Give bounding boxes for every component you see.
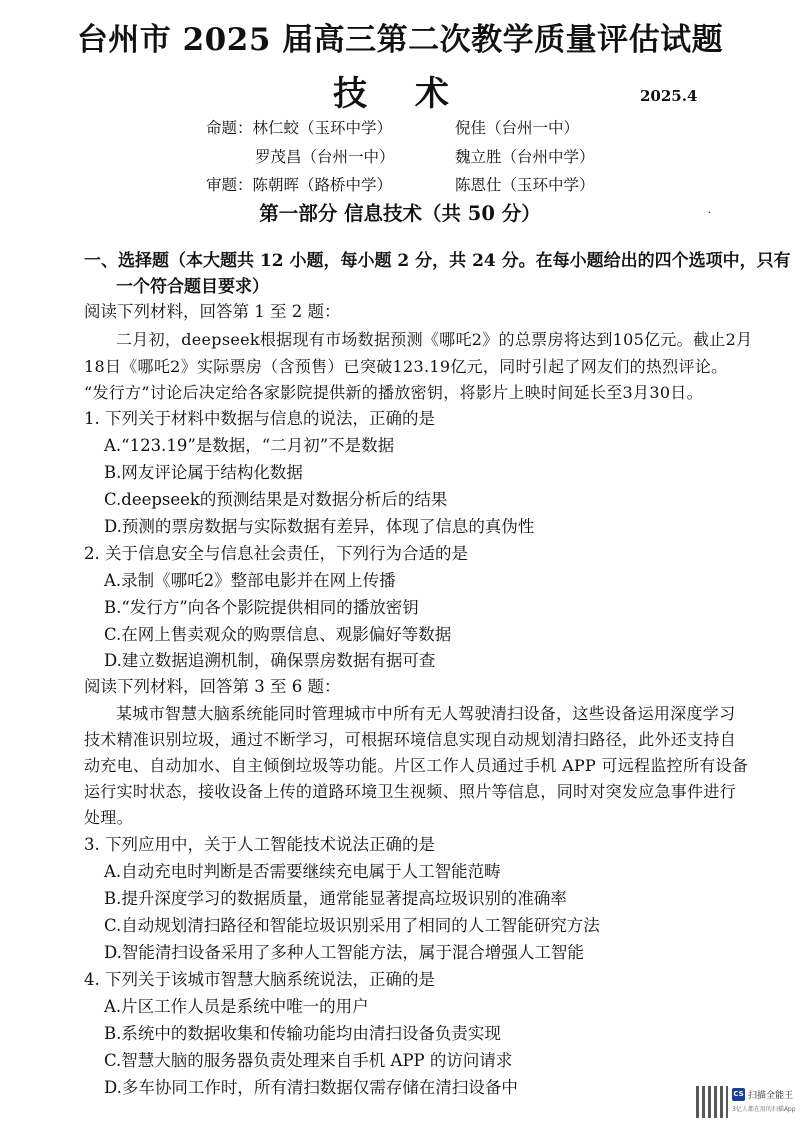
scanner-watermark bbox=[696, 1082, 796, 1122]
q2-option-b: B.“发行方”向各个影院提供相同的播放密钥 bbox=[104, 598, 419, 617]
author-row2-right: 魏立胜（台州中学） bbox=[455, 148, 595, 166]
q4-option-d: D.多车协同工作时，所有清扫数据仅需存储在清扫设备中 bbox=[104, 1078, 518, 1097]
q2-option-c: C.在网上售卖观众的购票信息、观影偏好等数据 bbox=[104, 625, 452, 644]
q1-stem: 1. 下列关于材料中数据与信息的说法，正确的是 bbox=[84, 409, 435, 428]
material2-line: 技术精准识别垃圾，通过不断学习，可根据环境信息实现自动规划清扫路径，此外还支持自 bbox=[84, 730, 737, 749]
reviewer-row-left: 审题：陈朝晖（路桥中学） bbox=[206, 176, 393, 194]
material1-line: 18日《哪吒2》实际票房（含预售）已突破123.19亿元，同时引起了网友们的热烈评论。 bbox=[84, 357, 728, 376]
author-row1-left: 命题：林仁蛟（玉环中学） bbox=[206, 119, 393, 137]
q3-option-a: A.自动充电时判断是否需要继续充电属于人工智能范畴 bbox=[104, 862, 501, 881]
q2-stem: 2. 关于信息安全与信息社会责任，下列行为合适的是 bbox=[84, 544, 468, 563]
scanner-app-name: 扫描全能王 bbox=[748, 1091, 794, 1101]
q4-option-a: A.片区工作人员是系统中唯一的用户 bbox=[104, 997, 369, 1016]
camscanner-logo-icon: CS bbox=[732, 1088, 745, 1101]
scanner-app-tagline: 3亿人都在用的扫描App bbox=[732, 1106, 796, 1113]
material2-line: 动充电、自动加水、自主倾倒垃圾等功能。片区工作人员通过手机 APP 可远程监控所有设备 bbox=[84, 756, 749, 775]
exam-date: 2025.4 bbox=[640, 87, 698, 105]
q4-option-c: C.智慧大脑的服务器负责处理来自手机 APP 的访问请求 bbox=[104, 1051, 513, 1070]
material2-line: 处理。 bbox=[84, 808, 133, 827]
subject-title: 技 术 bbox=[333, 74, 467, 114]
q1-option-a: A.“123.19”是数据，“二月初”不是数据 bbox=[104, 436, 395, 455]
q2-option-d: D.建立数据追溯机制，确保票房数据有据可查 bbox=[104, 651, 436, 670]
q3-option-c: C.自动规划清扫路径和智能垃圾识别采用了相同的人工智能研究方法 bbox=[104, 916, 600, 935]
q4-option-b: B.系统中的数据收集和传输功能均由清扫设备负责实现 bbox=[104, 1024, 501, 1043]
author-row1-right: 倪佳（台州一中） bbox=[455, 119, 580, 137]
q3-option-d: D.智能清扫设备采用了多种人工智能方法，属于混合增强人工智能 bbox=[104, 943, 584, 962]
author-row2-left: 罗茂昌（台州一中） bbox=[255, 148, 395, 166]
section-heading-line1: 一、选择题（本大题共 12 小题，每小题 2 分，共 24 分。在每小题给出的四个选项中，只有 bbox=[84, 251, 791, 271]
material1-line: 二月初，deepseek根据现有市场数据预测《哪吒2》的总票房将达到105亿元。截止2月 bbox=[116, 330, 753, 349]
q1-option-b: B.网友评论属于结构化数据 bbox=[104, 463, 303, 482]
material2-line: 运行实时状态，接收设备上传的道路环境卫生视频、照片等信息，同时对突发应急事件进行 bbox=[84, 782, 737, 801]
stray-dot: · bbox=[708, 208, 712, 219]
material2-intro: 阅读下列材料，回答第 3 至 6 题： bbox=[84, 677, 341, 696]
material1-intro: 阅读下列材料，回答第 1 至 2 题： bbox=[84, 302, 341, 321]
q3-option-b: B.提升深度学习的数据质量，通常能显著提高垃圾识别的准确率 bbox=[104, 889, 567, 908]
qr-code-icon bbox=[696, 1086, 728, 1118]
section-heading-line2: 一个符合题目要求） bbox=[116, 277, 269, 297]
q1-option-c: C.deepseek的预测结果是对数据分析后的结果 bbox=[104, 490, 448, 509]
q2-option-a: A.录制《哪吒2》整部电影并在网上传播 bbox=[104, 571, 396, 590]
material1-line: “发行方”讨论后决定给各家影院提供新的播放密钥，将影片上映时间延长至3月30日。 bbox=[84, 383, 703, 402]
part-title: 第一部分 信息技术（共 50 分） bbox=[259, 202, 541, 225]
exam-title: 台州市 2025 届高三第二次教学质量评估试题 bbox=[76, 22, 724, 58]
q4-stem: 4. 下列关于该城市智慧大脑系统说法，正确的是 bbox=[84, 970, 435, 989]
q3-stem: 3. 下列应用中，关于人工智能技术说法正确的是 bbox=[84, 835, 435, 854]
reviewer-row-right: 陈恩仕（玉环中学） bbox=[455, 176, 595, 194]
material2-line: 某城市智慧大脑系统能同时管理城市中所有无人驾驶清扫设备，这些设备运用深度学习 bbox=[116, 704, 736, 723]
q1-option-d: D.预测的票房数据与实际数据有差异，体现了信息的真伪性 bbox=[104, 517, 535, 536]
